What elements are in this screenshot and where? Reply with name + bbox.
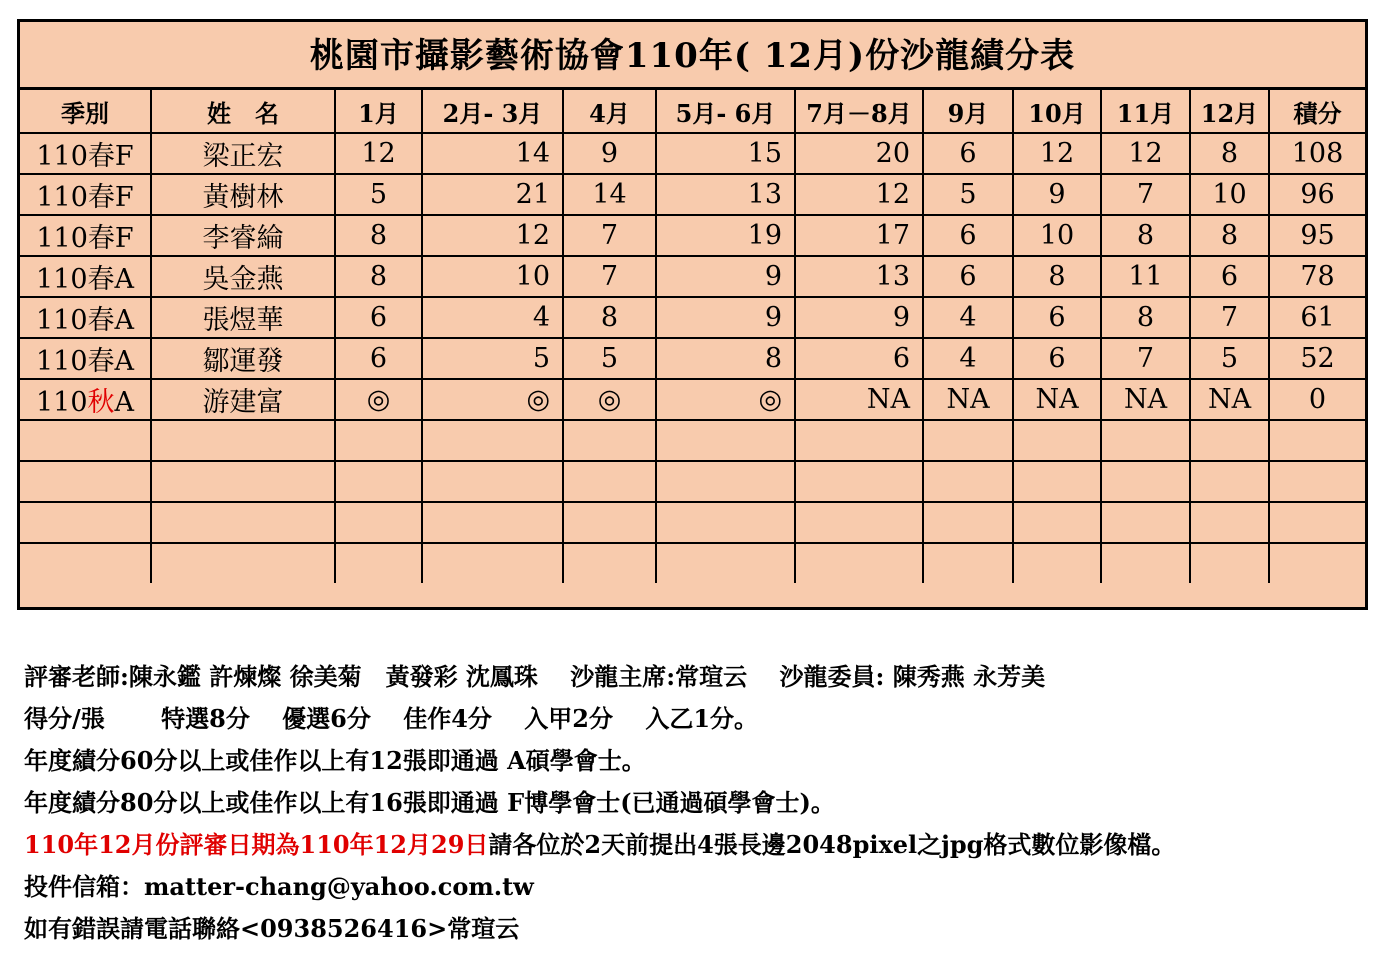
season-year: 110 bbox=[35, 387, 88, 418]
empty-cell bbox=[656, 543, 795, 583]
empty-row bbox=[20, 502, 1365, 543]
score-cell: 6 bbox=[335, 297, 422, 338]
total-cell: 0 bbox=[1269, 379, 1365, 420]
rule-f-line: 年度績分80分以上或佳作以上有16張即通過 F博學會士(已通過碩學會士)。 bbox=[24, 788, 835, 817]
total-cell: 96 bbox=[1269, 174, 1365, 215]
empty-cell bbox=[1101, 461, 1190, 502]
score-row bbox=[20, 133, 1365, 174]
score-cell: 6 bbox=[795, 338, 923, 379]
column-header: 姓 名 bbox=[151, 90, 335, 133]
score-cell: 12 bbox=[1013, 133, 1101, 174]
column-header: 2月- 3月 bbox=[422, 90, 563, 133]
score-row bbox=[20, 338, 1365, 379]
score-cell: 6 bbox=[923, 215, 1013, 256]
season-cell bbox=[20, 338, 151, 379]
total-cell: 108 bbox=[1269, 133, 1365, 174]
deadline-instructions: 請各位於2天前提出4張長邊2048pixel之jpg格式數位影像檔。 bbox=[488, 830, 1176, 859]
empty-cell bbox=[422, 502, 563, 543]
score-cell: 8 bbox=[1013, 256, 1101, 297]
contact-line: 如有錯誤請電話聯絡<0938526416>常瑄云 bbox=[24, 914, 520, 943]
member-name: 游建富 bbox=[151, 379, 335, 420]
season-grade: F bbox=[114, 182, 134, 213]
season-grade: A bbox=[114, 264, 135, 295]
score-cell: 6 bbox=[1013, 297, 1101, 338]
empty-cell bbox=[20, 543, 151, 583]
score-cell: 10 bbox=[1013, 215, 1101, 256]
empty-cell bbox=[1269, 543, 1365, 583]
empty-cell bbox=[151, 502, 335, 543]
empty-cell bbox=[20, 420, 151, 461]
score-row bbox=[20, 256, 1365, 297]
score-cell: 12 bbox=[422, 215, 563, 256]
score-cell: 5 bbox=[563, 338, 656, 379]
score-cell: 4 bbox=[923, 297, 1013, 338]
score-cell: 6 bbox=[1190, 256, 1269, 297]
score-cell: 8 bbox=[335, 215, 422, 256]
empty-cell bbox=[1190, 461, 1269, 502]
score-cell: ◎ bbox=[563, 379, 656, 420]
empty-cell bbox=[1190, 420, 1269, 461]
score-cell: 7 bbox=[1190, 297, 1269, 338]
score-cell: 8 bbox=[335, 256, 422, 297]
score-cell: 13 bbox=[795, 256, 923, 297]
score-cell: 6 bbox=[923, 133, 1013, 174]
season-cell bbox=[20, 215, 151, 256]
score-cell: 8 bbox=[1101, 297, 1190, 338]
score-cell: 8 bbox=[1190, 133, 1269, 174]
score-cell: 20 bbox=[795, 133, 923, 174]
member-name: 黃樹林 bbox=[151, 174, 335, 215]
sheet-title: 桃園市攝影藝術協會110年( 12月)份沙龍績分表 bbox=[20, 22, 1365, 90]
score-cell: 10 bbox=[422, 256, 563, 297]
empty-row bbox=[20, 461, 1365, 502]
score-cell: 9 bbox=[656, 256, 795, 297]
score-row bbox=[20, 297, 1365, 338]
score-cell: 8 bbox=[656, 338, 795, 379]
empty-cell bbox=[795, 461, 923, 502]
score-cell: 7 bbox=[563, 256, 656, 297]
empty-cell bbox=[151, 461, 335, 502]
season-highlight: 秋 bbox=[87, 387, 115, 418]
score-cell: NA bbox=[1190, 379, 1269, 420]
deadline-line bbox=[24, 824, 1364, 866]
score-cell: 13 bbox=[656, 174, 795, 215]
season-year: 110春 bbox=[36, 182, 115, 213]
empty-cell bbox=[1013, 502, 1101, 543]
empty-row bbox=[20, 543, 1365, 583]
empty-cell bbox=[563, 502, 656, 543]
empty-cell bbox=[923, 461, 1013, 502]
score-cell: 6 bbox=[1013, 338, 1101, 379]
empty-cell bbox=[656, 461, 795, 502]
empty-cell bbox=[656, 420, 795, 461]
score-cell: 14 bbox=[563, 174, 656, 215]
score-cell: 4 bbox=[422, 297, 563, 338]
column-header: 積分 bbox=[1269, 90, 1365, 133]
empty-cell bbox=[1101, 502, 1190, 543]
column-header: 7月－8月 bbox=[795, 90, 923, 133]
score-cell: 5 bbox=[1190, 338, 1269, 379]
score-cell: NA bbox=[795, 379, 923, 420]
empty-cell bbox=[1190, 502, 1269, 543]
judges-line: 評審老師:陳永鑑 許煉燦 徐美菊 黃發彩 沈鳳珠 沙龍主席:常瑄云 沙龍委員: 陳秀燕 永芳美 bbox=[24, 662, 1046, 691]
empty-cell bbox=[1013, 461, 1101, 502]
total-cell: 52 bbox=[1269, 338, 1365, 379]
score-sheet bbox=[17, 19, 1368, 610]
season-grade: A bbox=[114, 346, 135, 377]
season-cell bbox=[20, 297, 151, 338]
score-cell: 7 bbox=[563, 215, 656, 256]
score-cell: 8 bbox=[1190, 215, 1269, 256]
score-cell: NA bbox=[923, 379, 1013, 420]
empty-cell bbox=[335, 502, 422, 543]
empty-row bbox=[20, 420, 1365, 461]
empty-cell bbox=[1269, 461, 1365, 502]
empty-cell bbox=[923, 543, 1013, 583]
score-cell: 8 bbox=[1101, 215, 1190, 256]
season-cell bbox=[20, 379, 151, 420]
member-name: 李睿綸 bbox=[151, 215, 335, 256]
empty-cell bbox=[1269, 420, 1365, 461]
score-cell: 5 bbox=[335, 174, 422, 215]
season-grade: A bbox=[114, 305, 135, 336]
column-header: 10月 bbox=[1013, 90, 1101, 133]
empty-cell bbox=[563, 543, 656, 583]
score-cell: 9 bbox=[563, 133, 656, 174]
score-cell: 7 bbox=[1101, 174, 1190, 215]
score-table bbox=[20, 90, 1365, 583]
score-cell: 12 bbox=[795, 174, 923, 215]
score-cell: 4 bbox=[923, 338, 1013, 379]
empty-cell bbox=[1013, 543, 1101, 583]
empty-cell bbox=[795, 420, 923, 461]
empty-cell bbox=[1101, 420, 1190, 461]
score-cell: ◎ bbox=[422, 379, 563, 420]
score-cell: 5 bbox=[923, 174, 1013, 215]
empty-cell bbox=[923, 420, 1013, 461]
score-cell: 12 bbox=[335, 133, 422, 174]
season-year: 110春 bbox=[35, 264, 115, 295]
header-row bbox=[20, 90, 1365, 133]
member-name: 梁正宏 bbox=[151, 133, 335, 174]
score-cell: 19 bbox=[656, 215, 795, 256]
score-cell: 6 bbox=[335, 338, 422, 379]
notes-section bbox=[24, 656, 1364, 950]
column-header: 季別 bbox=[20, 90, 151, 133]
empty-cell bbox=[335, 461, 422, 502]
score-cell: 9 bbox=[795, 297, 923, 338]
score-cell: ◎ bbox=[335, 379, 422, 420]
empty-cell bbox=[1013, 420, 1101, 461]
total-cell: 95 bbox=[1269, 215, 1365, 256]
season-cell bbox=[20, 133, 151, 174]
empty-cell bbox=[422, 543, 563, 583]
member-name: 鄒運發 bbox=[151, 338, 335, 379]
score-cell: 7 bbox=[1101, 338, 1190, 379]
empty-cell bbox=[656, 502, 795, 543]
score-cell: NA bbox=[1013, 379, 1101, 420]
total-cell: 78 bbox=[1269, 256, 1365, 297]
score-cell: 11 bbox=[1101, 256, 1190, 297]
score-cell: 12 bbox=[1101, 133, 1190, 174]
season-cell bbox=[20, 174, 151, 215]
empty-cell bbox=[422, 461, 563, 502]
deadline-date: 110年12月份評審日期為110年12月29日 bbox=[24, 830, 489, 859]
empty-cell bbox=[1269, 502, 1365, 543]
score-cell: 17 bbox=[795, 215, 923, 256]
score-cell: 15 bbox=[656, 133, 795, 174]
column-header: 12月 bbox=[1190, 90, 1269, 133]
rule-a-line: 年度績分60分以上或佳作以上有12張即通過 A碩學會士。 bbox=[24, 746, 646, 775]
empty-cell bbox=[563, 420, 656, 461]
empty-cell bbox=[151, 420, 335, 461]
season-cell bbox=[20, 256, 151, 297]
column-header: 11月 bbox=[1101, 90, 1190, 133]
empty-cell bbox=[422, 420, 563, 461]
score-row bbox=[20, 215, 1365, 256]
empty-cell bbox=[1190, 543, 1269, 583]
member-name: 吳金燕 bbox=[151, 256, 335, 297]
empty-cell bbox=[20, 502, 151, 543]
empty-cell bbox=[20, 461, 151, 502]
score-cell: 10 bbox=[1190, 174, 1269, 215]
score-cell: 9 bbox=[1013, 174, 1101, 215]
score-cell: 8 bbox=[563, 297, 656, 338]
column-header: 5月- 6月 bbox=[656, 90, 795, 133]
score-cell: ◎ bbox=[656, 379, 795, 420]
score-row bbox=[20, 379, 1365, 420]
empty-cell bbox=[335, 420, 422, 461]
season-grade: F bbox=[114, 141, 134, 172]
column-header: 9月 bbox=[923, 90, 1013, 133]
empty-cell bbox=[923, 502, 1013, 543]
score-cell: 6 bbox=[923, 256, 1013, 297]
score-cell: 5 bbox=[422, 338, 563, 379]
member-name: 張煜華 bbox=[151, 297, 335, 338]
mailbox-line: 投件信箱：matter-chang@yahoo.com.tw bbox=[24, 872, 534, 901]
column-header: 4月 bbox=[563, 90, 656, 133]
empty-cell bbox=[795, 502, 923, 543]
empty-cell bbox=[335, 543, 422, 583]
score-cell: 14 bbox=[422, 133, 563, 174]
season-year: 110春 bbox=[36, 141, 115, 172]
column-header: 1月 bbox=[335, 90, 422, 133]
empty-cell bbox=[151, 543, 335, 583]
season-grade: F bbox=[114, 223, 134, 254]
season-year: 110春 bbox=[36, 223, 115, 254]
season-year: 110春 bbox=[35, 346, 115, 377]
score-cell: 21 bbox=[422, 174, 563, 215]
score-row bbox=[20, 174, 1365, 215]
empty-cell bbox=[1101, 543, 1190, 583]
season-grade: A bbox=[114, 387, 135, 418]
score-cell: 9 bbox=[656, 297, 795, 338]
empty-cell bbox=[795, 543, 923, 583]
score-cell: NA bbox=[1101, 379, 1190, 420]
season-year: 110春 bbox=[35, 305, 115, 336]
empty-cell bbox=[563, 461, 656, 502]
scoring-line: 得分/張 特選8分 優選6分 佳作4分 入甲2分 入乙1分。 bbox=[24, 704, 759, 733]
total-cell: 61 bbox=[1269, 297, 1365, 338]
